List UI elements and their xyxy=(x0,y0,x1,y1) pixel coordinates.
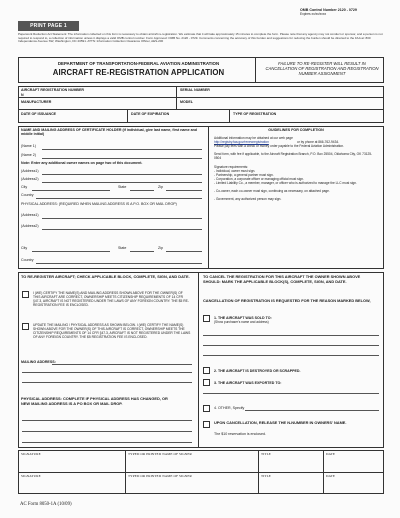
additional-owner-note: Note: Enter any additional owner names on page two of this document. xyxy=(21,161,143,165)
physical-address1-field[interactable] xyxy=(42,218,202,219)
holder-heading: NAME AND MAILING ADDRESS OF CERTIFICATE HOLDER (if individual, give last name, first name and middle initial) xyxy=(21,128,197,136)
city-label: City xyxy=(21,185,28,189)
purchaser-field-3[interactable] xyxy=(203,355,379,356)
guidelines-web-text: Additional information may be obtained at our web page xyxy=(214,136,293,140)
cancellation-warning: FAILURE TO RE-REGISTER WILL RESULT IN CANCELLATION OF REGISTRATION AND REGISTRATION NUMBER ASSIGNMENT xyxy=(265,61,379,76)
physical-country-label: Country xyxy=(21,258,34,262)
date-label-2: DATE xyxy=(326,474,336,478)
release-n-number-label: UPON CANCELLATION, RELEASE THE N-NUMBER IN OWNERS' NAME. xyxy=(214,420,347,425)
cancel-heading: TO CANCEL THE REGISTRATION FOR THIS AIRCRAFT THE OWNER SHOWN ABOVE SHOULD: MARK THE APPLICABLE BLOCK(S), COMPLETE, SIGN, AND DATE. xyxy=(203,274,361,284)
other-specify-field[interactable] xyxy=(245,410,379,411)
registry-web-link[interactable]: http://registry.faa.gov/renewregistration xyxy=(214,140,269,144)
sig-bullet-6: - Government, any authorized person may sign. xyxy=(214,197,282,201)
expiration-date-label: DATE OF EXPIRATION xyxy=(131,112,170,116)
physical-change-field-1[interactable] xyxy=(22,420,192,421)
physical-state-label: State xyxy=(118,246,127,250)
exported-option-label: 3. THE AIRCRAFT WAS EXPORTED TO: xyxy=(214,381,282,385)
guidelines-mail-text: Send form, with fee if applicable, to the Aircraft Registration Branch, P.O. Box 25504, Oklahoma City, OK 73125-0504 xyxy=(214,152,373,160)
physical-zip-field[interactable] xyxy=(166,251,202,252)
guidelines-phone: or by phone at 866-762-9434. xyxy=(297,140,340,144)
purchaser-field-1[interactable] xyxy=(203,335,379,336)
physical-address1-label: (Address1) xyxy=(21,213,39,217)
address2-field[interactable] xyxy=(42,182,202,183)
purchaser-field-2[interactable] xyxy=(203,345,379,346)
sold-option-sublabel: (Show purchaser's name and address) xyxy=(214,320,269,324)
physical-state-field[interactable] xyxy=(130,251,154,252)
registration-prefix: N xyxy=(21,93,24,97)
address1-field[interactable] xyxy=(42,174,202,175)
form-title: AIRCRAFT RE-REGISTRATION APPLICATION xyxy=(52,68,225,77)
update-address-checkbox[interactable] xyxy=(22,323,29,330)
name1-label: (Name 1) xyxy=(21,144,36,148)
country-label: Country xyxy=(21,193,34,197)
physical-zip-label: Zip xyxy=(158,246,163,250)
sig-bullet-4: - Limited Liability Co., a member, manager, or officer who is authorized to manage the LLC must sign. xyxy=(214,181,357,185)
address2-label: (Address2) xyxy=(21,177,39,181)
reregister-checkbox[interactable] xyxy=(22,291,29,298)
sig-bullet-3: - Corporation, a corporate officer or managing official must sign. xyxy=(214,177,304,181)
sold-checkbox[interactable] xyxy=(203,315,210,322)
zip-field[interactable] xyxy=(166,190,202,191)
physical-address-change-label: PHYSICAL ADDRESS: COMPLETE IF PHYSICAL ADDRESS HAS CHANGED, OR NEW MAILING ADDRESS IS A PO BOX OR MAIL DROP. xyxy=(21,396,168,406)
update-address-option-text: UPDATE THE MAILING / PHYSICAL ADDRESS AS SHOWN BELOW. I (WE) CERTIFY THE NAME(S) SHOWN ABOVE FOR THE OWNER(S) OF THIS AIRCRAFT IS CORRECT, OWNERSHIP MEETS THE CITIZENSHIP REQUIREMENTS OF 14 CFR §47.3, AIRCRAFT IS NOT REGISTERED UNDER THE LAWS OF ANY FOREIGN COUNTRY. THE $5 REGISTRATION FEE IS ENCLOSED. xyxy=(33,323,191,339)
serial-number-label: SERIAL NUMBER xyxy=(180,88,210,92)
mailing-address-field-1[interactable] xyxy=(52,364,192,365)
zip-label: Zip xyxy=(158,185,163,189)
print-page-button[interactable]: PRINT PAGE 1 xyxy=(18,21,79,31)
title-label-1: TITLE xyxy=(261,452,271,456)
mailing-address-field-3[interactable] xyxy=(22,382,192,383)
registration-number-label: AIRCRAFT REGISTRATION NUMBER xyxy=(21,88,85,92)
physical-address2-field[interactable] xyxy=(42,229,202,230)
signature-requirements-heading: Signature requirements: xyxy=(214,165,249,169)
physical-address-heading: PHYSICAL ADDRESS: (REQUIRED WHEN MAILING ADDRESS IS A P.O. BOX OR MAIL DROP) xyxy=(21,202,177,206)
physical-city-label: City xyxy=(21,246,28,250)
other-checkbox[interactable] xyxy=(203,405,210,412)
omb-number: OMB Control Number 2120 - 0729 xyxy=(300,8,357,12)
manufacturer-label: MANUFACTURER xyxy=(21,100,52,104)
destroyed-option-label: 2. THE AIRCRAFT IS DESTROYED OR SCRAPPED. xyxy=(214,369,301,373)
omb-expires: Expires xx/xx/xxxx xyxy=(300,12,327,16)
reregister-heading: TO RE-REGISTER AIRCRAFT; CHECK APPLICABLE BLOCK, COMPLETE, SIGN, AND DATE. xyxy=(21,274,190,279)
title-label-2: TITLE xyxy=(261,474,271,478)
state-field[interactable] xyxy=(130,190,154,191)
physical-country-field[interactable] xyxy=(36,263,202,264)
other-option-label: 4. OTHER, Specify xyxy=(214,406,245,410)
issuance-date-label: DATE OF ISSUANCE xyxy=(21,112,57,116)
form-number-footer: AC Form 8050-1A (10/09) xyxy=(20,502,72,507)
sig-bullet-2: - Partnership, a general partner must sign. xyxy=(214,173,274,177)
state-label: State xyxy=(118,185,127,189)
city-field[interactable] xyxy=(32,190,110,191)
paperwork-notice: Paperwork Reduction Act Statement: The information collected on this form is necessary to obtain aircraft re-registration. We estimate that it will take approximately 15 minutes to complete the form. Please note that any agency may not conduct or sponsor, and a person is not required to respond to, a collection of information unless it displays a valid OMB control number. Form Approved: OMB No. 2120 - 0729. Comments concerning the accuracy of this burden and suggestions for reducing the burden should be directed to the FAA at: 800 Independence Avenue SW, Washington, DC 20591. ATTN: Information Collection Clearance Officer, AES-200 xyxy=(18,32,383,44)
cancel-subheading: CANCELLATION OF REGISTRATION IS REQUESTED FOR THE REASON MARKED BELOW, xyxy=(203,298,371,303)
date-label-1: DATE xyxy=(326,452,336,456)
typed-name-label-1: TYPED OR PRINTED NAME OF SIGNER xyxy=(128,452,192,456)
model-label: MODEL xyxy=(180,100,193,104)
sold-option-label: 1. THE AIRCRAFT WAS SOLD TO: xyxy=(214,316,272,320)
physical-address2-label: (Address2) xyxy=(21,224,39,228)
name2-field[interactable] xyxy=(42,158,202,159)
address1-label: (Address1) xyxy=(21,169,39,173)
reservation-fee-text: The $10 reservation is enclosed. xyxy=(214,432,266,436)
typed-name-label-2: TYPED OR PRINTED NAME OF SIGNER xyxy=(128,474,192,478)
sig-bullet-1: - Individual, owner must sign. xyxy=(214,169,256,173)
name1-field[interactable] xyxy=(42,149,202,150)
signature-label-2: SIGNATURE xyxy=(21,474,41,478)
guidelines-heading: GUIDELINES FOR COMPLETION xyxy=(268,128,324,132)
sig-bullet-5: - Co-owner, each co-owner must sign, continuing as necessary, on attached page. xyxy=(214,189,330,193)
mailing-address-label: MAILING ADDRESS: xyxy=(21,360,56,364)
destroyed-checkbox[interactable] xyxy=(203,367,210,374)
release-n-number-checkbox[interactable] xyxy=(203,421,210,428)
department-title: DEPARTMENT OF TRANSPORTATION-FEDERAL AVIATION ADMINISTRATION xyxy=(57,61,220,66)
physical-city-field[interactable] xyxy=(32,251,110,252)
name2-label: (Name 2) xyxy=(21,153,36,157)
mailing-address-field-2[interactable] xyxy=(22,372,192,373)
registration-type-label: TYPE OF REGISTRATION xyxy=(233,112,277,116)
physical-change-field-3[interactable] xyxy=(22,442,192,443)
export-country-field[interactable] xyxy=(203,393,379,394)
reregister-option-text: I (WE) CERTIFY THE NAME(S) AND MAILING ADDRESS SHOWN ABOVE FOR THE OWNER(S) OF THIS AIRCRAFT ARE CORRECT, OWNERSHIP MEETS CITIZENSHIP REQUIREMENTS OF 14 CFR §47.3, AIRCRAFT IS NOT REGISTERED UNDER THE LAWS OF ANY FOREIGN COUNTRY. THE $5 RE-REGISTRATION FEE IS ENCLOSED. xyxy=(33,291,189,307)
guidelines-fee-text: Please pay fees with a check or money order payable to the Federal Aviation Administration. xyxy=(214,144,344,148)
exported-checkbox[interactable] xyxy=(203,379,210,386)
physical-change-field-2[interactable] xyxy=(22,431,192,432)
signature-label-1: SIGNATURE xyxy=(21,452,41,456)
country-field[interactable] xyxy=(36,198,202,199)
